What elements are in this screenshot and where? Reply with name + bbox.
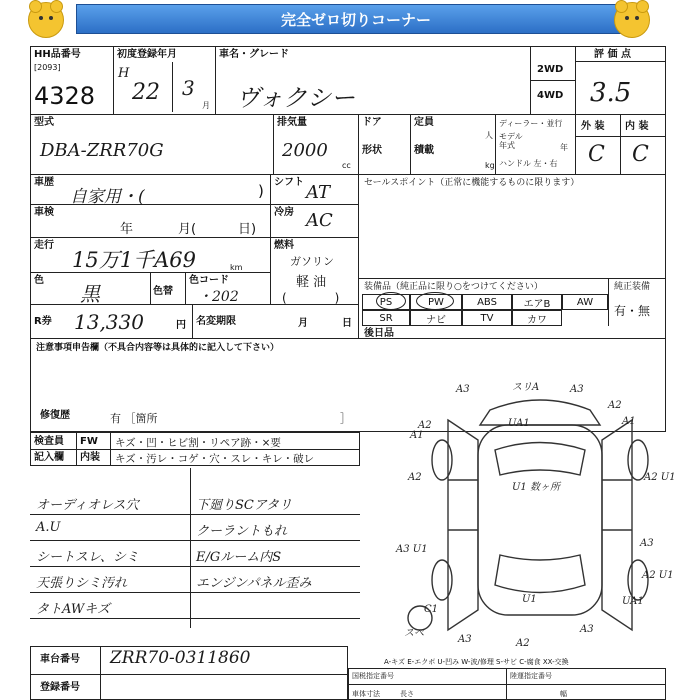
interior-insp-label: 内装 [80,452,100,463]
4wd-label: 4WD [537,90,564,101]
diag-label-u1-rear: U1 [522,594,537,605]
size-label: 車体寸法 [352,690,380,698]
shift-label: シフト [274,177,304,188]
era-value: H [118,66,130,81]
diag-label-ua1-top: UA1 [508,418,530,429]
yen-unit: 円 [176,320,186,331]
inspection-label: 車検 [34,207,54,218]
reg-month-value: 3 [182,76,195,100]
score-value: 3.5 [590,78,632,108]
reg-year-value: 22 [132,80,160,105]
inspection-day: 日) [238,222,257,237]
diag-label-u1-roof: U1 数ヶ所 [512,482,560,493]
remark-right-1: 下廻りSCアタリ [196,498,292,513]
diag-label-c1: C1 [424,604,439,615]
registration-label: 登録番号 [40,682,80,693]
history-label: 車歴 [34,177,54,188]
repair-history-label: 修復歴 [40,410,70,421]
remark-left-3: シートスレ、シミ [36,550,139,565]
name-change-month: 月 [298,318,308,329]
diag-label-a2-tr: A2 [608,400,622,411]
transport-number-label: 陸運指定番号 [510,672,552,680]
interior-value: C [632,142,649,167]
diag-label-a1-r: A1 [622,416,636,427]
fuel-label: 燃料 [274,240,294,251]
diag-label-a3-tr: A3 [570,384,584,395]
equip-pw: PW [410,294,462,310]
hh-label: HH品番号 [34,49,81,60]
diag-label-a1-l: A1 [410,430,424,441]
mileage-label: 走行 [34,240,54,251]
fuel-diesel: 軽 油 [296,275,327,290]
diag-label-spare: スペ [404,628,424,639]
reg-date-label: 初度登録年月 [117,49,177,60]
month-unit: 月 [202,101,210,110]
model-label: 型式 [34,117,54,128]
hh-code: [2093] [34,63,61,72]
remark-right-2: クーラントもれ [196,524,288,539]
color-change-label: 色替 [153,286,173,297]
interior-defects: キズ・汚レ・コゲ・穴・スレ・キレ・破レ [115,453,315,465]
chassis-label: 車台番号 [40,654,80,665]
name-change-label: 名変期限 [196,316,236,327]
ac-label: 冷房 [274,207,294,218]
inspection-month: 月( [178,222,197,237]
color-code-label: 色コード [189,275,229,286]
genuine-value: 有・無 [614,304,651,318]
equip-leather: カワ [512,310,562,326]
year-unit: 年 [560,143,568,152]
remark-left-4: 天張りシミ汚れ [36,576,128,591]
equip-ps: PS [362,294,410,310]
r-ticket-value: 13,330 [74,310,144,334]
fuel-gasoline: ガソリン [290,255,334,268]
diag-label-a3u1-l: A3 U1 [396,544,428,555]
chassis-value: ZRR70-0311860 [110,648,251,668]
car-name-value: ヴォクシー [236,84,356,112]
equip-abs: ABS [462,294,512,310]
car-damage-diagram [396,380,680,650]
model-year-label: モデル 年式 [499,132,523,150]
interior-label: 内 装 [625,121,649,132]
entry-label: 記入欄 [34,452,64,463]
equip-sr: SR [362,310,410,326]
color-label: 色 [34,275,44,286]
diag-label-ua1-rr: UA1 [622,596,644,607]
name-change-day: 日 [342,318,352,329]
car-name-label: 車名・グレード [219,49,289,60]
equipment-header: 装備品（純正品に限り○をつけてください） [364,282,543,292]
equip-aw: AW [562,294,608,310]
fw-label: FW [80,436,98,447]
inspector-label: 検査員 [34,436,64,447]
width-label: 幅 [560,690,567,698]
r-ticket-label: R券 [34,316,52,327]
remark-left-2: A.U [36,520,61,535]
equip-airbag: エアB [512,294,562,310]
equip-navi: ナビ [410,310,462,326]
remark-right-3: E/Gルーム内S [196,550,282,565]
diag-label-a3-bl: A3 [458,634,472,645]
genuine-label: 純正装備 [614,282,651,292]
lot-number: 4328 [34,82,96,110]
fuel-paren: ( ) [282,291,340,305]
repair-history-value: 有 ［箇所 [110,412,158,425]
diag-label-sulia: スリA [512,382,540,393]
diag-label-a2-l2: A2 [408,472,422,483]
repair-close: ］ [340,412,351,425]
handle-label: ハンドル 左・右 [499,159,558,168]
sales-point-label: セールスポイント（正常に機能するものに限ります） [364,178,580,188]
people-unit: 人 [485,131,493,140]
diag-label-a2u1-r: A2 U1 [644,472,676,483]
color-code-value: ・202 [198,289,239,305]
history-value: 自家用・( [70,187,145,207]
2wd-label: 2WD [537,64,564,75]
ac-value: AC [306,210,333,231]
tax-number-label: 国税指定番号 [352,672,394,680]
door-label: ドア [362,117,382,128]
length-label: 長さ [400,690,414,698]
fw-defects: キズ・凹・ヒビ割・リペア跡・×要 [115,437,281,449]
banner-title: 完全ゼロ切りコーナー [280,10,431,29]
displacement-label: 排気量 [277,117,307,128]
shape-label: 形状 [362,145,382,156]
score-label: 評 価 点 [594,49,631,60]
color-value: 黒 [80,282,100,306]
remark-left-5: タトAWキズ [36,602,110,617]
inspection-year: 年 [120,222,134,237]
capacity-label: 定員 [414,117,434,128]
mascot-right-icon [614,2,650,38]
page-banner [76,4,636,34]
diag-label-a3-r: A3 [640,538,654,549]
km-unit: km [230,263,243,272]
extra-items-label: 後日品 [364,328,394,339]
exterior-value: C [588,142,605,167]
exterior-label: 外 装 [581,121,605,132]
shift-value: AT [306,182,331,203]
model-value: DBA-ZRR70G [40,140,164,161]
dealer-label: ディーラー・並行 [499,119,563,128]
cc-unit: cc [342,161,351,170]
mileage-value: 15万1千A69 [72,248,196,272]
ps-circle [376,292,406,310]
equip-tv: TV [462,310,512,326]
pw-circle [416,292,454,310]
mascot-left-icon [28,2,64,38]
load-label: 積載 [414,145,434,156]
displacement-value: 2000 [282,140,328,161]
diag-label-a2-b: A2 [516,638,530,649]
caution-label: 注意事項申告欄（不具合内容等は具体的に記入して下さい） [36,343,280,353]
remark-right-4: エンジンパネル歪み [196,576,312,591]
diag-label-a2u1-rr: A2 U1 [642,570,674,581]
diag-label-a3-tl: A3 [456,384,470,395]
history-close: ) [258,182,264,200]
diag-label-a2-l: A2 [418,420,432,431]
remark-left-1: オーディオレス穴 [36,498,139,513]
diag-label-a3-br: A3 [580,624,594,635]
kg-unit: kg [485,161,495,170]
damage-legend: A-キズ E-エクボ U-凹み W-波/修理 S-サビ C-腐食 XX-交換 [384,658,569,666]
